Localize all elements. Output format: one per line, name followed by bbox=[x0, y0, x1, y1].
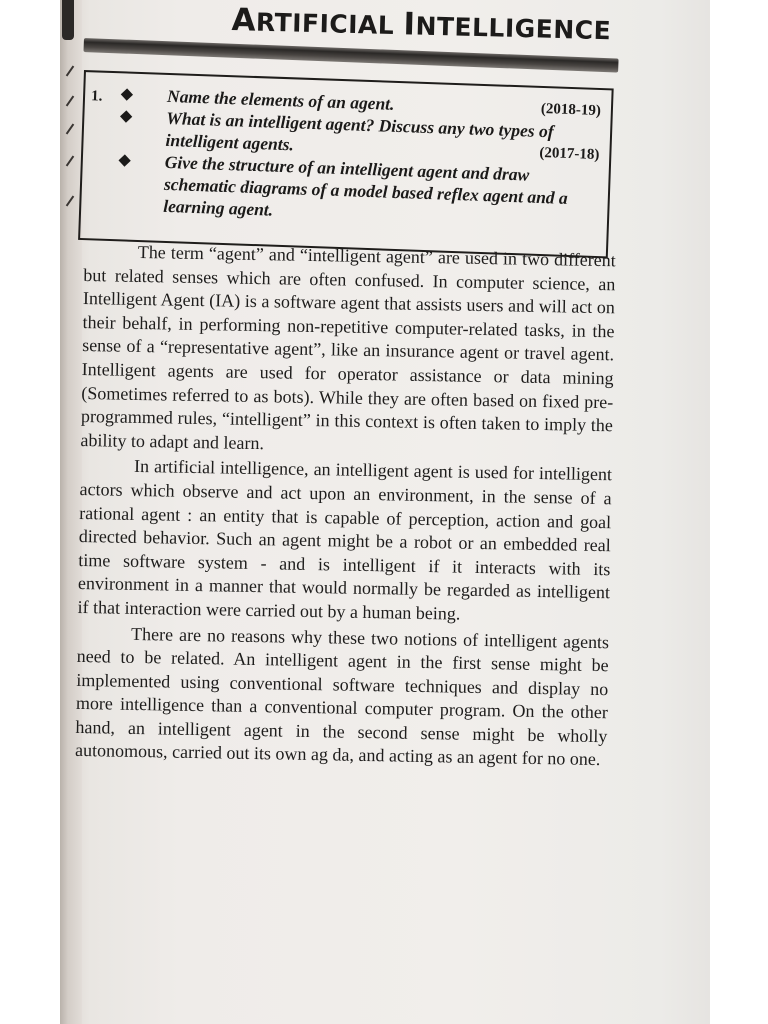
question-number: 1. bbox=[90, 88, 103, 105]
title-initial: I bbox=[403, 6, 417, 43]
question-text: What is an intelligent agent? Discuss any two types of intelligent agents. bbox=[165, 107, 554, 155]
paragraph: The term “agent” and “intelligent agent” are used in two different but related senses which are often confused. In computer science, an Intelligent Agent (IA) is a software agent that assists users and will act on their behalf, in performing non-repetitive computer-related tasks, in the sense of a “representative agent”, like an insurance agent or travel agent. Intelligent agents are used for operator assistance or data mining (Sometimes referred to as bots). While they are often based on fixed pre-programmed rules, “intelligent” in this context is often taken to imply the ability to adapt and learn. bbox=[80, 241, 616, 453]
question-text: Name the elements of an agent. bbox=[166, 85, 395, 114]
diamond-bullet-icon: ◆ bbox=[120, 108, 133, 125]
paragraph: In artificial intelligence, an intelligent agent is used for intelligent actors which observe and act upon an environment, in the sense of a rational agent : an entity that is capable of perception, action and goal directed behavior. Such an agent might be a robot or an embedded real time software system - and is intelligent if it interacts with its environment in a manner that would normally be regarded as intelligent if that interaction were carried out by a human being. bbox=[77, 456, 613, 624]
question-year: (2017-18) bbox=[539, 144, 600, 164]
blank-lower-page bbox=[60, 930, 710, 1024]
question-box bbox=[78, 70, 614, 258]
title-initial: A bbox=[231, 2, 257, 39]
paragraph: There are no reasons why these two notions of intelligent agents need to be related. An intelligent agent in the first sense might be implemented using conventional software techniques and display no more intelligence than a conventional computer program. On the other hand, an intelligent agent in the second sense might be wholly autonomous, carried out its own ag da, and acting as an agent for no one. bbox=[74, 623, 610, 770]
title-word: NTELLIGENCE bbox=[415, 11, 612, 46]
body-text bbox=[75, 240, 616, 774]
binding-clip bbox=[62, 0, 74, 40]
diamond-bullet-icon: ◆ bbox=[120, 86, 133, 103]
title-word: RTIFICIAL bbox=[255, 7, 395, 40]
diamond-bullet-icon: ◆ bbox=[118, 152, 131, 169]
question-text: Give the structure of an intelligent agent and draw schematic diagrams of a model based reflex agent and a learning agent. bbox=[162, 151, 569, 220]
question-year: (2018-19) bbox=[540, 100, 602, 120]
